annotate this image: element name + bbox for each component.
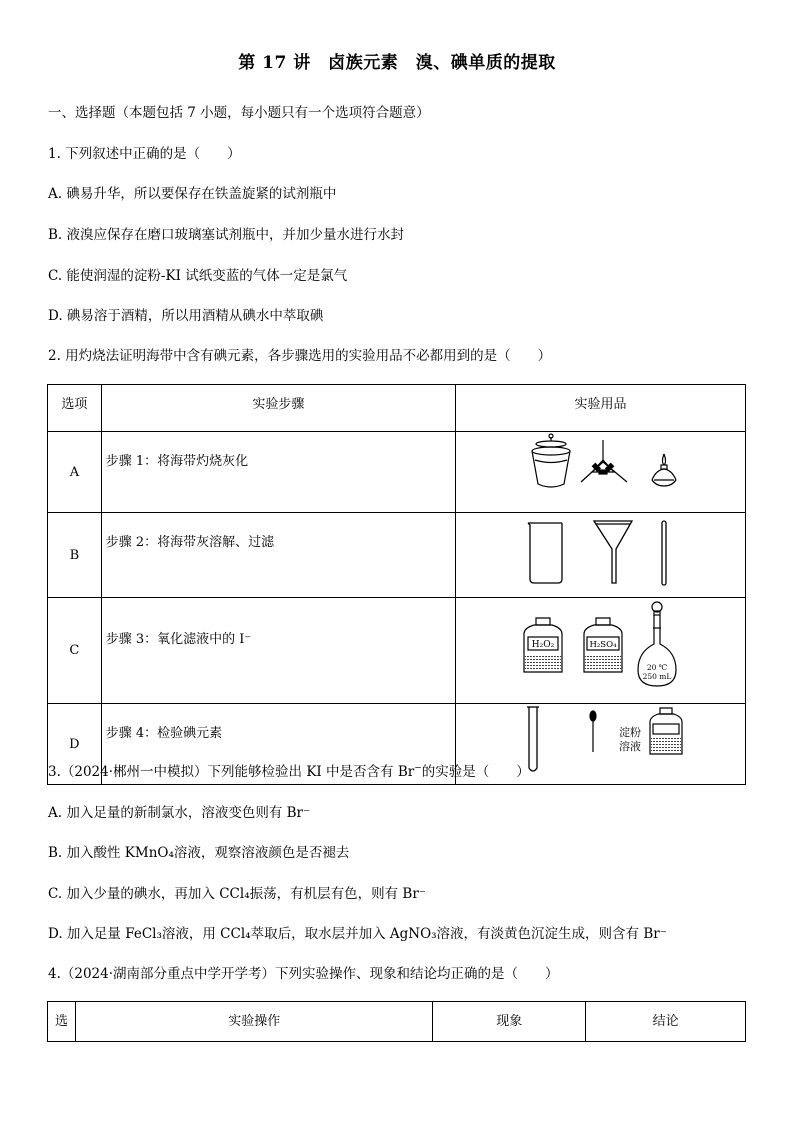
q2-row-a-option: A	[48, 432, 102, 513]
page-title: 第 17 讲 卤族元素 溴、碘单质的提取	[238, 53, 556, 73]
funnel-icon	[594, 521, 632, 583]
q4-header-operation: 实验操作	[75, 1002, 432, 1042]
q2-header-option: 选项	[48, 385, 102, 432]
q4-header-phenomenon: 现象	[433, 1002, 586, 1042]
q2-header-step: 实验步骤	[101, 385, 455, 432]
section-heading: 一、选择题（本题包括 7 小题，每小题只有一个选项符合题意）	[48, 105, 430, 121]
q1-option-c: C. 能使润湿的淀粉-KI 试纸变蓝的气体一定是氯气	[48, 268, 348, 284]
q1-option-a: A. 碘易升华，所以要保存在铁盖旋紧的试剂瓶中	[48, 186, 337, 202]
glass-rod-icon	[662, 521, 666, 585]
q3-option-c: C. 加入少量的碘水，再加入 CCl₄振荡，有机层有色，则有 Br⁻	[48, 886, 426, 902]
reagent-bottle-icon	[524, 618, 562, 672]
q2-row-c-step	[101, 598, 455, 704]
q1-option-b: B. 液溴应保存在磨口玻璃塞试剂瓶中，并加少量水进行水封	[48, 227, 405, 243]
q2-header-equipment: 实验用品	[455, 385, 745, 432]
volumetric-flask-icon	[638, 602, 676, 686]
crucible-icon	[532, 434, 570, 487]
q4-stem: 4.（2024·湖南部分重点中学开学考）下列实验操作、现象和结论均正确的是（ ）	[48, 966, 559, 982]
q2-stem: 2. 用灼烧法证明海带中含有碘元素，各步骤选用的实验用品不必都用到的是（ ）	[48, 348, 552, 364]
q4-header-option: 选	[48, 1002, 76, 1042]
q2-table	[47, 384, 746, 785]
clay-triangle-icon	[581, 440, 627, 482]
q3-stem-part2: 的实验是（ ）	[421, 764, 530, 780]
q2-row-d-step: 步骤 4：检验碘元素	[101, 704, 455, 785]
q2-row-b-option: B	[48, 513, 102, 598]
q3-option-d: D. 加入足量 FeCl₃溶液，用 CCl₄萃取后，取水层并加入 AgNO₃溶液，有淡黄色沉淀生成，则含有 Br⁻	[48, 926, 667, 942]
q2-row-a-step: 步骤 1：将海带灼烧灰化	[101, 432, 455, 513]
h2so4-label: H₂SO₄	[589, 640, 617, 650]
q2-row-c-step-text: 步骤 3：氧化滤液中的 I⁻	[105, 632, 252, 647]
q2-row-c-equipment	[455, 598, 745, 704]
q2-row-b-equipment	[455, 513, 745, 598]
q2-row-d-option: D	[48, 704, 102, 785]
q3-option-b: B. 加入酸性 KMnO₄溶液，观察溶液颜色是否褪去	[48, 845, 350, 861]
q1-option-d: D. 碘易溶于酒精，所以用酒精从碘水中萃取碘	[48, 308, 324, 324]
q3-stem	[48, 760, 530, 780]
dropper-icon	[590, 711, 596, 752]
flask-volume-label: 250 mL	[642, 672, 672, 681]
alcohol-lamp-icon	[652, 454, 676, 486]
reagent-bottle-icon	[584, 618, 622, 672]
reagent-bottle-icon	[650, 708, 682, 754]
q2-row-c-option: C	[48, 598, 102, 704]
h2o2-label: H₂O₂	[531, 640, 555, 650]
q1-stem: 1. 下列叙述中正确的是（ ）	[48, 146, 241, 162]
q4-header-conclusion: 结论	[586, 1002, 746, 1042]
starch-label-line1: 淀粉	[618, 726, 641, 739]
q4-table	[47, 1001, 746, 1042]
q3-superscript: −	[414, 763, 422, 774]
q2-row-a-equipment	[455, 432, 745, 513]
q3-stem-part1: 3.（2024·郴州一中模拟）下列能够检验出 KI 中是否含有 Br	[48, 764, 415, 780]
q2-row-b-step: 步骤 2：将海带灰溶解、过滤	[101, 513, 455, 598]
starch-label-line2: 溶液	[618, 740, 641, 753]
q3-option-a: A. 加入足量的新制氯水，溶液变色则有 Br⁻	[48, 805, 311, 821]
flask-temp-label: 20 ℃	[646, 663, 668, 672]
beaker-icon	[528, 523, 562, 583]
